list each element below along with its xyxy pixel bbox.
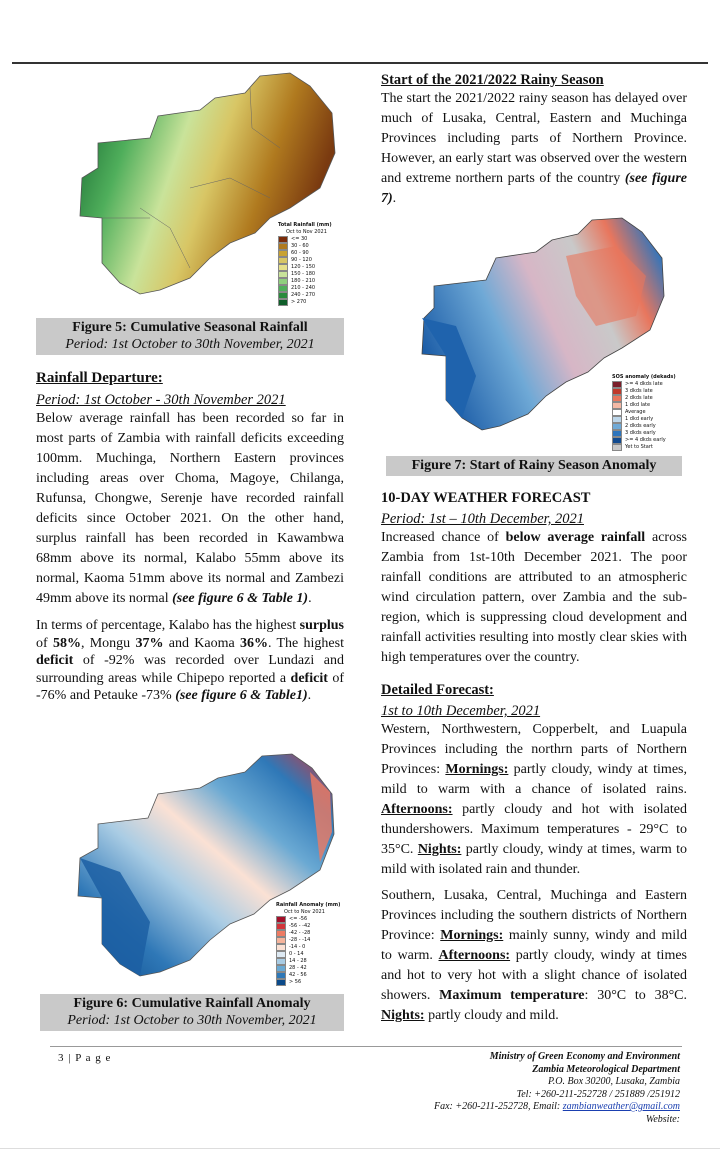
- start-season-heading: Start of the 2021/2022 Rainy Season: [381, 72, 604, 88]
- legend-row: [278, 292, 342, 299]
- legend-label: > 270: [291, 299, 307, 305]
- footer-ministry: Ministry of Green Economy and Environment: [489, 1051, 680, 1062]
- para1-ref: (see figure 6 & Table 1): [172, 591, 309, 606]
- legend-row: [278, 250, 342, 257]
- p2m: of -76% and Petauke -73%: [36, 670, 344, 703]
- legend-row: [278, 243, 342, 250]
- detailed-para1: [381, 720, 687, 880]
- rainfall-departure-heading: Rainfall Departure:: [36, 370, 163, 386]
- footer-rule: [50, 1046, 682, 1047]
- legend-row: [612, 430, 682, 437]
- legend-swatch: [276, 923, 286, 930]
- d2f: Maximum temperature: [439, 988, 585, 1003]
- legend-swatch: [278, 264, 288, 271]
- legend-swatch: [278, 271, 288, 278]
- p2c: of: [36, 635, 53, 651]
- legend-swatch: [612, 430, 622, 437]
- legend-label: 210 - 240: [291, 285, 316, 291]
- rainfall-departure-section: [36, 370, 344, 705]
- legend-label: 150 - 180: [291, 271, 316, 277]
- rainfall-departure-para1: [36, 409, 344, 609]
- legend-row: [612, 416, 682, 423]
- d2a: Southern, Lusaka, Central, Muchinga and Eastern Provinces including the southern districts of Northern Province:: [381, 888, 687, 943]
- legend-title: SOS anomaly (dekads): [612, 374, 676, 380]
- legend-swatch: [278, 299, 288, 306]
- start-season-section: [381, 72, 687, 209]
- figure6-map: [40, 752, 344, 992]
- legend-swatch: [612, 388, 622, 395]
- legend-items: [276, 916, 342, 986]
- p2d: 58%: [52, 635, 81, 651]
- legend-row: [276, 972, 342, 979]
- legend-label: 240 - 270: [291, 292, 316, 298]
- legend-label: 3 dkds late: [625, 387, 653, 394]
- legend-row: [612, 388, 682, 395]
- legend-label: 1 dkd late: [625, 401, 651, 408]
- d2h: Nights:: [381, 1008, 425, 1023]
- legend-label: 120 - 150: [291, 264, 316, 270]
- p2l: deficit: [290, 670, 328, 686]
- legend-swatch: [278, 285, 288, 292]
- footer-contact: [360, 1051, 680, 1126]
- legend-row: [612, 437, 682, 444]
- d1c: partly cloudy, windy at times, mild to warm with a chance of isolated rains.: [381, 762, 687, 797]
- start-season-end: .: [392, 191, 397, 206]
- fa: Increased chance of: [381, 530, 506, 545]
- legend-row: [276, 937, 342, 944]
- legend-row: [276, 923, 342, 930]
- detailed-heading: Detailed Forecast:: [381, 682, 494, 698]
- rainfall-departure-period: Period: 1st October - 30th November 2021: [36, 392, 286, 408]
- figure6-caption: [40, 994, 344, 1031]
- legend-row: [612, 402, 682, 409]
- legend-title: Total Rainfall (mm): [278, 222, 332, 228]
- legend-swatch: [612, 437, 622, 444]
- legend-swatch: [278, 257, 288, 264]
- p2h: 36%: [239, 635, 268, 651]
- fb: below average rainfall: [505, 530, 646, 545]
- figure7-title: Figure 7: Start of Rainy Season Anomaly: [411, 458, 657, 473]
- legend-items: [278, 236, 342, 306]
- legend-swatch: [276, 916, 286, 923]
- legend-swatch: [612, 444, 622, 451]
- figure6-period: Period: 1st October to 30th November, 2021: [67, 1013, 317, 1028]
- legend-swatch: [612, 402, 622, 409]
- legend-swatch: [276, 930, 286, 937]
- p2n: (see figure 6 & Table1): [175, 688, 308, 703]
- figure5-period: Period: 1st October to 30th November, 2021: [65, 337, 315, 352]
- figure5-title: Figure 5: Cumulative Seasonal Rainfall: [72, 320, 308, 335]
- legend-swatch: [276, 972, 286, 979]
- legend-label: 14 - 28: [289, 958, 307, 964]
- legend-swatch: [276, 937, 286, 944]
- legend-swatch: [276, 944, 286, 951]
- legend-subtitle: Oct to Nov 2021: [286, 229, 327, 235]
- footer-email-link[interactable]: zambianweather@gmail.com: [562, 1101, 680, 1112]
- d2e: partly cloudy, windy at times and hot to very hot with a slight chance of isolated showers.: [381, 948, 687, 1003]
- legend-row: [278, 257, 342, 264]
- legend-label: > 56: [289, 979, 302, 985]
- p2f: 37%: [135, 635, 164, 651]
- legend-label: 60 - 90: [291, 250, 309, 256]
- legend-row: [276, 916, 342, 923]
- legend-row: [276, 965, 342, 972]
- figure7-legend: [612, 374, 682, 451]
- forecast-section: [381, 490, 687, 668]
- legend-label: 180 - 210: [291, 278, 316, 284]
- figure7-map: [386, 216, 686, 456]
- legend-label: <= 30: [291, 236, 308, 242]
- d2c: mainly sunny, windy and mild to warm.: [381, 928, 687, 963]
- legend-label: >= 4 dkds late: [625, 380, 663, 387]
- para1-end: .: [308, 591, 312, 606]
- d1b: Mornings:: [445, 762, 509, 777]
- legend-label: 2 dkds early: [625, 422, 656, 429]
- legend-label: -14 - 0: [289, 944, 306, 950]
- legend-label: -56 - -42: [289, 923, 311, 929]
- legend-label: 2 dkds late: [625, 394, 653, 401]
- legend-row: [278, 285, 342, 292]
- d1g: partly cloudy, windy at times, warm to mild with isolated rain and thunder.: [381, 842, 687, 877]
- d1e: partly cloudy and hot with isolated thundershowers. Maximum temperatures - 29°C to 35°C.: [381, 802, 687, 857]
- para1-text: Below average rainfall has been recorded so far in most parts of Zambia with rainfall deficits exceeding 100mm. Muchinga, Northern Eastern provinces including areas over Choma, Magoye, Chilanga, Rufunsa, Chongwe, Serenje have recorded rainfall deficits since October 2021. On the other hand, surplus rainfall has been recorded in Kawambwa 68mm above its normal, Kalabo 55mm above its normal, Kaoma 51mm above its normal and Zambezi 49mm above its normal: [36, 411, 344, 606]
- legend-swatch: [612, 395, 622, 402]
- detailed-forecast-section: [381, 682, 687, 1026]
- legend-row: [276, 958, 342, 965]
- p2a: In terms of percentage, Kalabo has the highest: [36, 618, 300, 633]
- d1f: Nights:: [417, 842, 462, 857]
- footer-website: Website:: [645, 1113, 680, 1125]
- legend-row: [278, 236, 342, 243]
- figure5-legend: [278, 222, 342, 306]
- figure5-caption: [36, 318, 344, 355]
- figure6-title: Figure 6: Cumulative Rainfall Anomaly: [73, 996, 311, 1011]
- footer-tel: Tel: +260-211-252728 / 251889 /251912: [516, 1088, 680, 1100]
- legend-label: 3 dkds early: [625, 429, 656, 436]
- p2i: . The highest: [267, 635, 344, 651]
- header-rule: [12, 62, 708, 64]
- legend-swatch: [278, 236, 288, 243]
- p2j: deficit: [36, 653, 74, 668]
- d1d: Afternoons:: [381, 802, 453, 817]
- legend-swatch: [612, 409, 622, 416]
- legend-label: >= 4 dkds early: [625, 436, 666, 443]
- legend-row: [612, 395, 682, 402]
- footer-fax: Fax: +260-211-252728, Email:: [433, 1101, 563, 1112]
- legend-swatch: [612, 381, 622, 388]
- d2i: partly cloudy and mild.: [424, 1008, 559, 1023]
- legend-label: <= -56: [289, 916, 308, 922]
- legend-label: Average: [625, 408, 646, 415]
- d2g: : 30°C to 38°C.: [584, 988, 687, 1003]
- legend-row: [612, 423, 682, 430]
- legend-swatch: [276, 958, 286, 965]
- legend-row: [276, 930, 342, 937]
- legend-swatch: [278, 243, 288, 250]
- p2k: of -92% was recorded over Lundazi and surrounding areas while Chipepo reported a: [36, 653, 344, 686]
- legend-label: 30 - 60: [291, 243, 309, 249]
- forecast-heading: 10-DAY WEATHER FORECAST: [381, 490, 591, 506]
- legend-title: Rainfall Anomaly (mm): [276, 902, 341, 908]
- legend-subtitle: Oct to Nov 2021: [284, 909, 325, 915]
- legend-row: [278, 264, 342, 271]
- p2b: surplus: [299, 618, 344, 633]
- legend-row: [276, 944, 342, 951]
- legend-row: [278, 278, 342, 285]
- legend-label: -28 - -14: [289, 937, 311, 943]
- legend-swatch: [612, 423, 622, 430]
- legend-row: [278, 299, 342, 306]
- detailed-period: 1st to 10th December, 2021: [381, 703, 541, 719]
- p2o: .: [307, 688, 312, 703]
- legend-items: [612, 381, 682, 451]
- footer-address: P.O. Box 30200, Lusaka, Zambia: [547, 1076, 680, 1087]
- legend-label: 42 - 56: [289, 972, 307, 978]
- figure7-caption: [386, 456, 682, 476]
- legend-label: -42 - -28: [289, 930, 311, 936]
- legend-row: [278, 271, 342, 278]
- figure6-legend: [276, 902, 342, 986]
- start-season-text: The start the 2021/2022 rainy season has delayed over much of Lusaka, Central, Eastern and Muchinga Provinces including parts of Northern Province. However, an early start was observed over the western and extreme northern parts of the country: [381, 91, 687, 186]
- legend-label: 0 - 14: [289, 951, 304, 957]
- legend-label: 28 - 42: [289, 965, 307, 971]
- legend-label: 90 - 120: [291, 257, 312, 263]
- start-season-ref: (see figure 7): [381, 171, 687, 206]
- p2g: and Kaoma: [163, 635, 240, 651]
- legend-swatch: [278, 278, 288, 285]
- legend-row: [276, 951, 342, 958]
- legend-swatch: [278, 292, 288, 299]
- p2e: , Mongu: [80, 635, 136, 651]
- start-season-para: [381, 89, 687, 209]
- legend-row: [612, 381, 682, 388]
- legend-row: [276, 979, 342, 986]
- d1a: Western, Northwestern, Copperbelt, and Luapula Provinces including the northrn parts of Northern Provinces:: [381, 722, 687, 777]
- legend-swatch: [276, 965, 286, 972]
- legend-swatch: [278, 250, 288, 257]
- forecast-para: [381, 528, 687, 668]
- detailed-para2: [381, 886, 687, 1026]
- legend-swatch: [276, 979, 286, 986]
- d2d: Afternoons:: [438, 948, 511, 963]
- forecast-period: Period: 1st – 10th December, 2021: [381, 511, 584, 527]
- legend-row: [612, 409, 682, 416]
- page-number: 3 | P a g e: [58, 1052, 112, 1064]
- d2b: Mornings:: [440, 928, 504, 943]
- figure5-map: [40, 68, 344, 316]
- footer-fax-email: [360, 1101, 680, 1114]
- bottom-rule: [0, 1148, 720, 1149]
- legend-swatch: [612, 416, 622, 423]
- legend-label: Yet to Start: [625, 443, 653, 450]
- legend-row: [612, 444, 682, 451]
- legend-swatch: [276, 951, 286, 958]
- footer-department: Zambia Meteorological Department: [532, 1063, 680, 1075]
- legend-label: 1 dkd early: [625, 415, 654, 422]
- rainfall-departure-para2: [36, 617, 344, 705]
- fc: across Zambia from 1st-10th December 2021. The poor rainfall conditions are attributed to an atmospheric wind circulation pattern, over Zambia and the sub-region, which is suppressing cloud development and rainfall activities resulting into mostly clear skies with high temperatures over the country.: [381, 530, 687, 665]
